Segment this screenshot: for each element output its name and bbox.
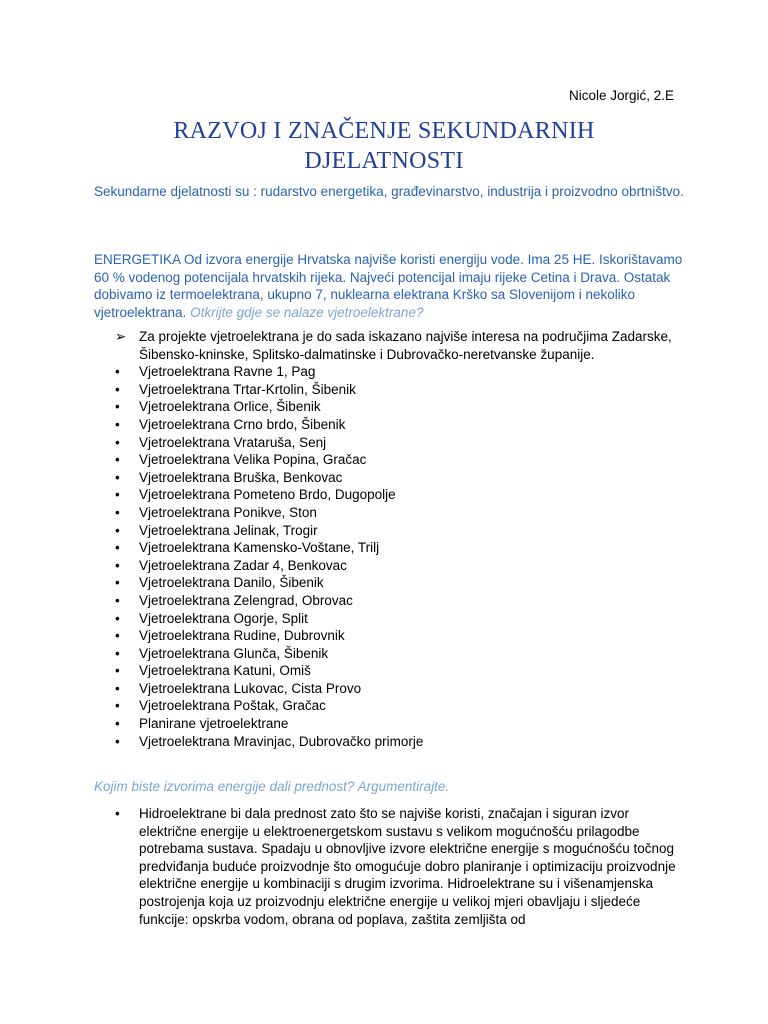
list-item (94, 557, 684, 575)
bullet-icon: • (115, 416, 120, 432)
bullet-icon: • (115, 575, 120, 591)
energetika-question: Otkrijte gdje se nalaze vjetroelektrane? (190, 304, 424, 320)
list-item-text: Vjetroelektrana Katuni, Omiš (139, 663, 311, 679)
bullet-icon: • (115, 592, 120, 608)
bullet-icon: • (115, 557, 120, 573)
wind-farm-list (94, 328, 684, 750)
bullet-icon: • (115, 698, 120, 714)
bullet-icon: • (115, 381, 120, 397)
bullet-icon: • (115, 399, 120, 415)
bullet-icon: • (115, 733, 120, 749)
bullet-icon: • (115, 522, 120, 538)
list-item-text: Vjetroelektrana Danilo, Šibenik (139, 575, 324, 591)
list-item-text: Vjetroelektrana Lukovac, Cista Provo (139, 680, 362, 696)
list-item (94, 662, 684, 680)
arrow-bullet-icon: ➢ (115, 329, 127, 344)
list-item-text: Vjetroelektrana Trtar-Krtolin, Šibenik (139, 381, 356, 397)
list-item-text: Vjetroelektrana Poštak, Gračac (139, 698, 326, 714)
list-item-text: Vjetroelektrana Velika Popina, Gračac (139, 452, 367, 468)
bullet-icon: • (115, 806, 120, 821)
bullet-icon: • (115, 504, 120, 520)
bullet-icon: • (115, 610, 120, 626)
list-item-text: Vjetroelektrana Ogorje, Split (139, 610, 308, 626)
bullet-icon: • (115, 716, 120, 732)
list-item (94, 697, 684, 715)
list-item-text: Vjetroelektrana Rudine, Dubrovnik (139, 628, 345, 644)
bullet-icon: • (115, 434, 120, 450)
bullet-icon: • (115, 452, 120, 468)
list-item-text: Vjetroelektrana Mravinjac, Dubrovačko primorje (139, 733, 424, 749)
list-item-text: Vjetroelektrana Pometeno Brdo, Dugopolje (139, 487, 396, 503)
list-item (94, 592, 684, 610)
list-item (94, 715, 684, 733)
author-name: Nicole Jorgić, 2.E (568, 88, 674, 103)
list-item-text: Vjetroelektrana Zadar 4, Benkovac (139, 557, 347, 573)
bullet-icon: • (115, 487, 120, 503)
list-item (94, 434, 684, 452)
title-line-1: RAZVOJ I ZNAČENJE SEKUNDARNIH (173, 118, 595, 144)
page-title (94, 116, 674, 176)
bullet-icon: • (115, 663, 120, 679)
list-item (94, 486, 684, 504)
list-item (94, 381, 684, 399)
list-item-text: Vjetroelektrana Orlice, Šibenik (139, 399, 321, 415)
bullet-icon: • (115, 540, 120, 556)
list-item-text: Vjetroelektrana Ravne 1, Pag (139, 364, 316, 380)
list-item (94, 363, 684, 381)
list-item (94, 416, 684, 434)
list-item (94, 398, 684, 416)
list-item (94, 574, 684, 592)
intro-paragraph: Sekundarne djelatnosti su : rudarstvo energetika, građevinarstvo, industrija i proizvodno obrtništvo. (94, 184, 684, 199)
list-item-text: Vjetroelektrana Kamensko-Voštane, Trilj (139, 540, 380, 556)
list-item-text: Hidroelektrane bi dala prednost zato što se najviše koristi, značajan i siguran izvor električne energije u elektroenergetskom sustavu s velikom mogućnošću prilagodbe potrebama sustava. Spadaju u obnovljive izvore električne energije s mogućnošću točnog predviđanja buduće proizvodnje što omogućuje dobro planiranje i optimizaciju proizvodnje električne energije u kombinaciji s drugim izvorima. Hidroelektrane su i višenamjenska postrojenja koja uz proizvodnju električne energije u velikoj mjeri obavljaju i sljedeće funkcije: opskrba vodom, obrana od poplava, zaštita zemljišta od (139, 806, 676, 927)
list-item (94, 504, 684, 522)
question-paragraph: Kojim biste izvorima energije dali prednost? Argumentirajte. (94, 779, 450, 794)
list-item (94, 645, 684, 663)
bullet-icon: • (115, 469, 120, 485)
list-item-text: Vjetroelektrana Zelengrad, Obrovac (139, 592, 353, 608)
list-item (94, 522, 684, 540)
bullet-icon: • (115, 645, 120, 661)
title-line-2: DJELATNOSTI (304, 148, 464, 174)
list-item-text: Planirane vjetroelektrane (139, 716, 289, 732)
list-item (94, 805, 684, 928)
list-item-text: Za projekte vjetroelektrana je do sada iskazano najviše interesa na područjima Zadarske, Šibensko-kninske, Splitsko-dalmatinske i Dubrovačko-neretvanske županije. (139, 329, 672, 362)
energetika-paragraph (94, 251, 684, 321)
list-item (94, 469, 684, 487)
bullet-icon: • (115, 680, 120, 696)
list-item (94, 733, 684, 751)
list-item-text: Vjetroelektrana Crno brdo, Šibenik (139, 416, 346, 432)
list-item-text: Vjetroelektrana Ponikve, Ston (139, 504, 317, 520)
energetika-text: ENERGETIKA Od izvora energije Hrvatska najviše koristi energiju vode. Ima 25 HE. Iskorištavamo 60 % vodenog potencijala hrvatskih rijeka. Najveći potencijal imaju rijeke Cetina i Drava. Ostatak dobivamo iz termoelektrana, ukupno 7, nuklearna elektrana Krško sa Slovenijom i nekoliko vjetroelektrana. (94, 252, 683, 320)
list-item-text: Vjetroelektrana Bruška, Benkovac (139, 469, 343, 485)
list-item (94, 451, 684, 469)
bullet-icon: • (115, 628, 120, 644)
answer-list (94, 805, 684, 928)
list-item-text: Vjetroelektrana Jelinak, Trogir (139, 522, 318, 538)
list-item-text: Vjetroelektrana Vrataruša, Senj (139, 434, 327, 450)
list-item (94, 610, 684, 628)
list-item (94, 627, 684, 645)
list-item-text: Vjetroelektrana Glunča, Šibenik (139, 645, 329, 661)
list-item (94, 680, 684, 698)
bullet-icon: • (115, 364, 120, 380)
list-item (94, 328, 684, 363)
list-item (94, 539, 684, 557)
